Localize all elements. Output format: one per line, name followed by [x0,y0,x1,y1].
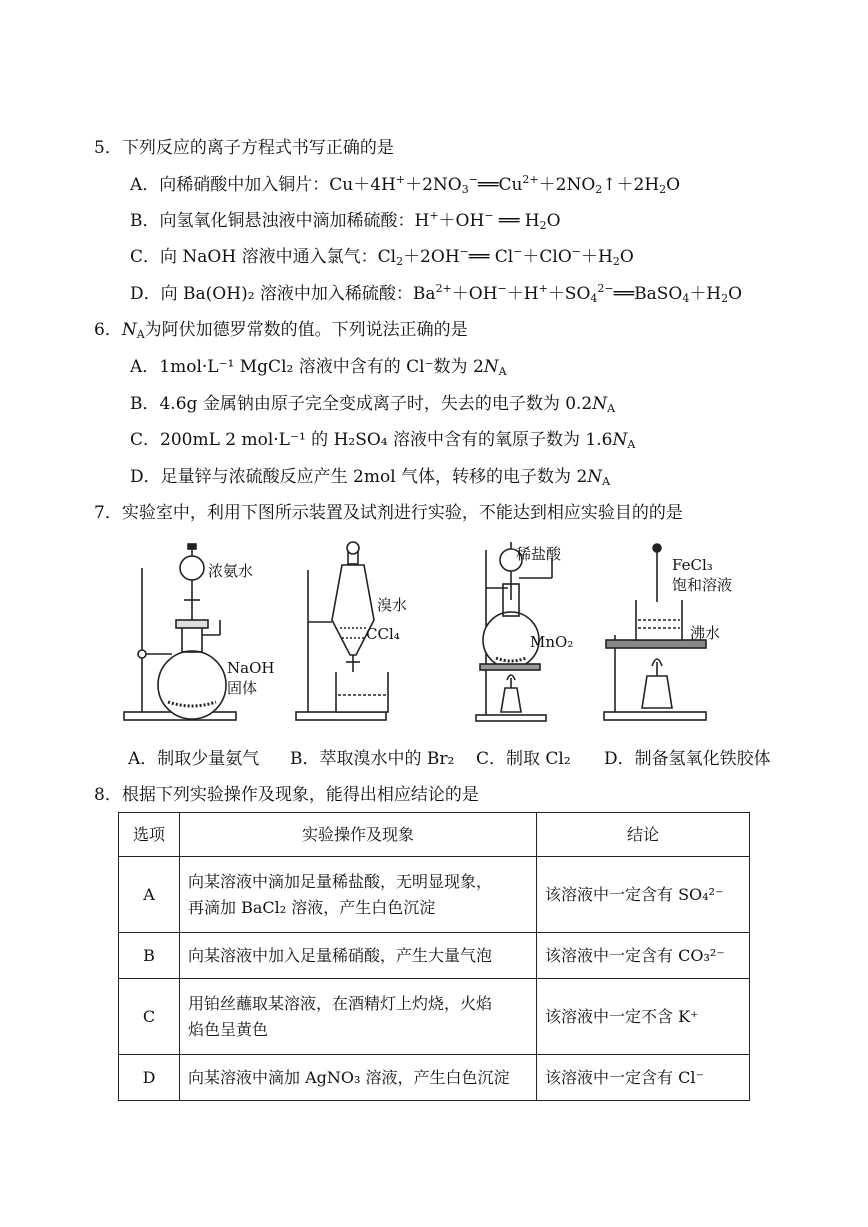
row-conclusion: 该溶液中一定不含 K⁺ [537,979,750,1055]
label-ccl4: CCl₄ [366,625,400,643]
q7-caption-b: B．萃取溴水中的 Br₂ [290,749,455,769]
q8-stem: 8．根据下列实验操作及现象，能得出相应结论的是 [94,785,479,805]
row-option: D [119,1055,180,1101]
q6-stem: 6．$N_A$为阿伏加德罗常数的值。下列说法正确的是 [94,320,468,341]
q5-option-c: C．向 NaOH 溶液中通入氯气：$Cl_2+2OH^-══$ $Cl^-+ClO^-+H_2O$ [130,245,634,268]
q7-caption-d: D．制备氢氧化铁胶体 [604,749,771,769]
q7-caption-a: A．制取少量氨气 [128,749,260,769]
row-operation [180,979,537,1055]
label-boiling-water: 沸水 [690,624,721,642]
q5-option-a: A．向稀硝酸中加入铜片：$Cu+4H^++2NO_3^-══Cu^{2+}+2NO_2↑+2H_2O$ [130,173,681,196]
q6-option-c: C．200mL 2 mol·L⁻¹ 的 H₂SO₄ 溶液中含有的氧原子数为 $1.6N_A$ [130,430,636,451]
header-option: 选项 [119,813,180,857]
header-conclusion: 结论 [537,813,750,857]
label-bromine-water: 溴水 [377,596,408,614]
q5-option-b: B．向氢氧化铜悬浊液中滴加稀硫酸：H+＋OH− ══ $H_2O$ [130,209,561,232]
q6-option-d: D．足量锌与浓硫酸反应产生 2mol 气体，转移的电子数为 $2N_A$ [130,467,611,488]
row-operation [180,857,537,933]
q7-caption-c: C．制取 Cl₂ [476,749,571,769]
q5-option-d: D．向 Ba(OH)₂ 溶液中加入稀硫酸：$Ba^{2+}+OH^-+H^++SO_4^{2-}══BaSO_4+H_2O$ [130,282,743,305]
row-operation: 向某溶液中滴加 AgNO₃ 溶液，产生白色沉淀 [180,1055,537,1101]
apparatus-figures [110,540,790,735]
operation-line: 用铂丝蘸取某溶液，在酒精灯上灼烧，火焰 [188,993,493,1013]
label-conc-ammonia: 浓氨水 [208,562,254,580]
figure-c-chlorine-apparatus [476,542,552,721]
operation-line: 向某溶液中滴加足量稀盐酸，无明显现象， [188,871,493,891]
table-row [119,857,750,933]
row-conclusion: 该溶液中一定含有 Cl⁻ [537,1055,750,1101]
table-row [119,979,750,1055]
header-operation: 实验操作及现象 [180,813,537,857]
row-option: A [119,857,180,933]
label-naoh: NaOH [227,659,275,677]
operation-line: 再滴加 BaCl₂ 溶液，产生白色沉淀 [188,897,436,917]
row-option: C [119,979,180,1055]
row-conclusion: 该溶液中一定含有 SO₄²⁻ [537,857,750,933]
q5-stem: 5．下列反应的离子方程式书写正确的是 [94,138,394,158]
label-solid: 固体 [227,679,258,697]
q6-option-b: B．4.6g 金属钠由原子完全变成离子时，失去的电子数为 $0.2N_A$ [130,394,616,415]
q8-table [118,812,750,1101]
q6-option-a: A．1mol·L⁻¹ MgCl₂ 溶液中含有的 Cl⁻数为 $2N_A$ [130,357,507,378]
label-mno2: MnO₂ [530,633,574,651]
operation-line: 焰色呈黄色 [188,1019,269,1039]
table-header-row [119,813,750,857]
table-row [119,1055,750,1101]
label-saturated-solution: 饱和溶液 [672,576,733,594]
q7-stem: 7．实验室中，利用下图所示装置及试剂进行实验，不能达到相应实验目的的是 [94,503,683,523]
label-dilute-hcl: 稀盐酸 [516,545,562,563]
row-operation: 向某溶液中加入足量稀硝酸，产生大量气泡 [180,933,537,979]
table-row [119,933,750,979]
row-conclusion: 该溶液中一定含有 CO₃²⁻ [537,933,750,979]
label-fecl3: FeCl₃ [672,556,713,574]
row-option: B [119,933,180,979]
